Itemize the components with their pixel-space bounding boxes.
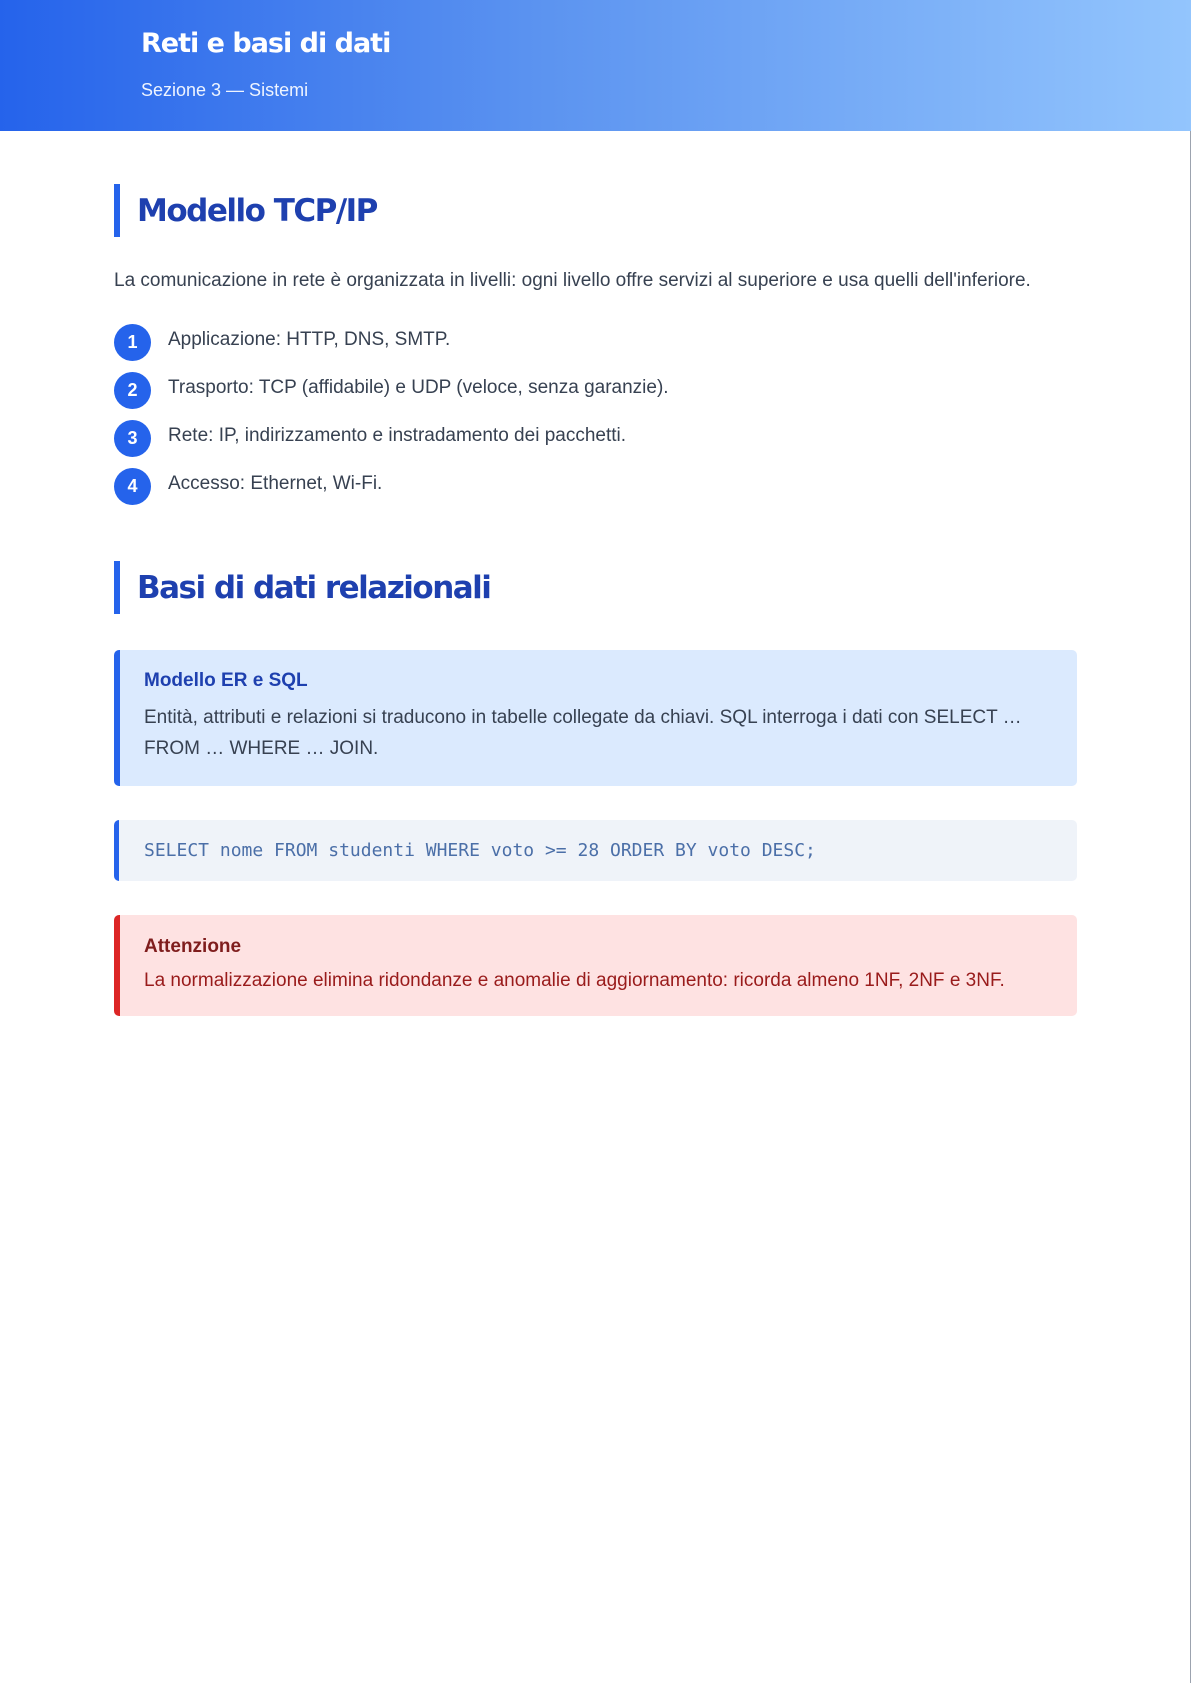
step-number-badge: 3 xyxy=(114,420,151,457)
list-item xyxy=(114,372,1077,409)
list-item xyxy=(114,468,1077,505)
step-number-badge: 4 xyxy=(114,468,151,505)
document-content xyxy=(114,184,1077,1016)
step-text: Rete: IP, indirizzamento e instradamento dei pacchetti. xyxy=(168,424,627,446)
step-number-badge: 2 xyxy=(114,372,151,409)
warning-callout xyxy=(114,915,1077,1016)
tcp-ip-layers-list xyxy=(114,324,1077,505)
step-text: Trasporto: TCP (affidabile) e UDP (veloce, senza garanzie). xyxy=(168,376,669,398)
list-item xyxy=(114,420,1077,457)
document-header xyxy=(0,0,1191,131)
warning-callout-title: Attenzione xyxy=(144,936,242,957)
section-title-tcp-ip: Modello TCP/IP xyxy=(114,184,1077,237)
sql-code: SELECT nome FROM studenti WHERE voto >= 28 ORDER BY voto DESC; xyxy=(144,840,816,861)
step-text: Applicazione: HTTP, DNS, SMTP. xyxy=(168,328,451,350)
document-subtitle: Sezione 3 — Sistemi xyxy=(141,80,309,100)
document-title: Reti e basi di dati xyxy=(141,28,391,59)
info-callout xyxy=(114,650,1077,786)
sql-code-block xyxy=(114,820,1077,881)
info-callout-body: Entità, attributi e relazioni si traducono in tabelle collegate da chiavi. SQL interroga i dati con SELECT … FROM … WHERE … JOIN. xyxy=(144,707,1022,759)
tcp-ip-intro: La comunicazione in rete è organizzata in livelli: ogni livello offre servizi al superiore e usa quelli dell'inferiore. xyxy=(114,270,1031,291)
list-item xyxy=(114,324,1077,361)
section-title-databases: Basi di dati relazionali xyxy=(114,561,1077,614)
info-callout-title: Modello ER e SQL xyxy=(144,670,308,691)
warning-callout-body: La normalizzazione elimina ridondanze e anomalie di aggiornamento: ricorda almeno 1NF, 2NF e 3NF. xyxy=(144,970,1005,991)
step-text: Accesso: Ethernet, Wi-Fi. xyxy=(168,472,383,494)
step-number-badge: 1 xyxy=(114,324,151,361)
